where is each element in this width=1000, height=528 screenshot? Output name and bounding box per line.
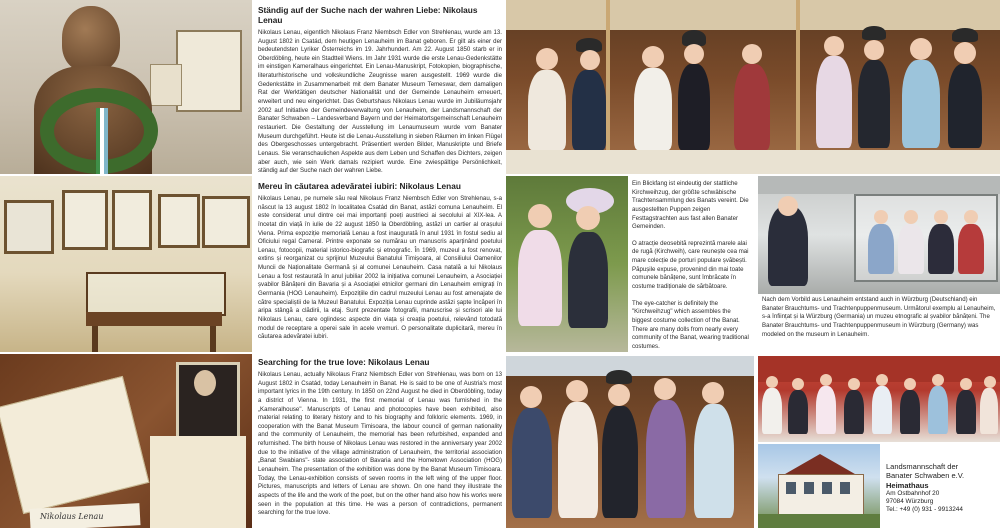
doll-text-romanian: O atracție deosebită reprezintă marele alai de rugă (Kirchweih), care reunește cea mai mare colecție de porturi populare șvăbești. Păpușile expuse, provenind din mai toate comunele bănățene, sunt îmbrăcate în costume tradiționale de sărbătoare. xyxy=(632,239,749,291)
exhibition-room-photo xyxy=(0,176,252,352)
english-section xyxy=(258,358,502,528)
org-line-3: Heimathaus xyxy=(886,480,929,490)
english-body: Nikolaus Lenau, actually Nikolaus Franz Niembsch Edler von Strehlenau, was born on 13 August 1802 in Csatád, today Lenauheim in Banat. He is said to be one of Austria's most important lyrics in the 19th century. In 1850 on 22nd August he died in Oberdöbling, today a district of Vienna. In 1931, the first memorial of Lenau was furnished in the „Kameralhouse". Manuscripts of Lenau and photocopies have been exhibited, also material relating to literary history and to his biography and folkloric elements. 1969, in cooperation with the Banat Museum Timisoara, the labour council of german nationality and the community of Lenauheim, the memorial has been refurbished, expanded and refurnished. The birth house of Nikolaus Lenau was restored in the anniversary year 2002 due to the initiative of the village administration of Lenauheim, the territorial association „Banat Swabians"- state association of Bavaria and the Hometown Association (HOG) Lenauheim. The presentation of the exhibition was done by the Banat Museum Timisoara. Today, the Lenau-exhibition consists of seven rooms in the left wing of the upper floor. Pictures, manuscripts and letters of Lenau are shown. On one hand they illustrate the aspects of the life and the work of the poet, but on the other hand also how his works were seen in the population at this time. He was a person of contradictions, permanent searching for the true love. xyxy=(258,370,502,517)
org-line-2: Banater Schwaben e.V. xyxy=(886,471,965,481)
wurzburg-caption-text: Nach dem Vorbild aus Lenauheim entstand auch in Würzburg (Deutschland) ein Banater Brauchtums- und Trachtenpuppenmuseum. Următorul exemplu al Lenauheim, s-a înființat și la Würzburg (Germania) un muzeu etnografic al șvabilor bănățeni. The Banater Brauchtums- und Trachtenpuppenmuseum in Würzburg (Germany) was modeled on the museum in Lenauheim. xyxy=(762,296,996,338)
doll-showcase-photo xyxy=(506,0,1000,174)
contact-phone: Tel.: +49 (0) 931 - 9913244 xyxy=(886,506,963,514)
doll-procession-photo xyxy=(758,356,1000,442)
heimathaus-photo xyxy=(758,444,880,528)
doll-text-german: Ein Blickfang ist eindeutig der stattliche Kirchweihzug, der größte schwäbische Trachtensammlung des Banats vereint. Die ausgestellten Puppen zeigen Festtagstrachten aus fast allen Banater Gemeinden. xyxy=(632,180,749,231)
english-heading: Searching for the true love: Nikolaus Lenau xyxy=(258,358,430,367)
doll-group-photo xyxy=(506,356,754,528)
lenau-bust-photo xyxy=(0,0,252,174)
wurzburg-caption xyxy=(762,296,998,354)
org-line-1: Landsmannschaft der xyxy=(886,462,959,471)
romanian-body: Nikolaus Lenau, pe numele său real Nikolaus Franz Niembsch Edler von Strehlenau, s-a născut la 13 august 1802 în localitatea Csatád din Banat, astăzi comuna Lenauheim. El este considerat unul dintre cei mai importanți poeți austrieci ai secolului al XIX-lea. A încetat din viață în iulie de 22 august 1850 la Oberdöbling, astăzi un cartier al orașului Viena. Prima expoziție memorială Lenau a fost inaugurată în anul 1931 în fostul sediu al Oficiului regal Cameral. Printre exponate se numărau un manuscris aparținând poetului Lenau, fotocopii, material istorico-biografic și etnografic. În 1969, muzeul a fost renovat, extins și reorganizat cu sprijinul Muzeului Banatului Timișoara, al Consiliului Oamenilor Muncii de Naționalitate Germană și al comunei Lenauheim. Casa natală a lui Nikolaus Lenau a fost restaurată în anul jubiliar 2002 la inițiativa comunei Lenauheim, a Asociației șvabilor Bănățeni din Bavaria și a Asociației etnicilor germani din Lenauheim emigrați în Germania (HOG Lenauheim). Expozițiile din cadrul muzeului Lenau au fost amenajate de către specialiștii de la Muzeul Banatului. Expoziția Lenau cuprinde astăzi șapte încăperi în aripa stângă a clădirii, la etaj. Sunt prezentate fotografii, manuscrise și scrisori ale lui Nikolaus Lenau, care oglindesc aspecte din viața și creația poetului, relevând totodată modul de receptare a operei sale în acele vremuri. O personalitate duplicitară, mereu în căutarea adevăratei iubiri. xyxy=(258,194,502,341)
german-section xyxy=(258,6,502,174)
book-handwriting-label: Nikolaus Lenau xyxy=(40,512,104,521)
wurzburg-showcase-photo xyxy=(758,176,1000,294)
doll-pair-photo xyxy=(506,176,628,352)
romanian-section xyxy=(258,182,502,350)
doll-text-column xyxy=(632,180,752,352)
doll-text-english: The eye-catcher is definitely the "Kirchweihzug" which assembles the biggest costume collection of the Banat. There are many dolls from nearly every community of the Banat, wearing traditional costumes. xyxy=(632,299,749,350)
romanian-heading: Mereu în căutarea adevăratei iubiri: Nikolaus Lenau xyxy=(258,182,461,191)
manuscript-book-photo xyxy=(0,354,252,528)
address-street: Am Ostbahnhof 20 xyxy=(886,490,940,498)
german-heading: Ständig auf der Suche nach der wahren Liebe: Nikolaus Lenau xyxy=(258,6,478,25)
german-body: Nikolaus Lenau, eigentlich Nikolaus Franz Niembsch Edler von Strehlenau, wurde am 13. August 1802 in Csatád, dem heutigen Lenauheim im Banat geboren. Er gilt als einer der bedeutendsten Lyriker Österreichs im 19. Jahrhundert. Am 22. August 1850 starb er in Oberdöbling, heute ein Stadtteil Wiens. Im Jahr 1931 wurde die erste Lenau-Gedenkstätte im einstigen Kameralhaus eingerichtet. Ein Lenau-Manuskript, Fotokopien, biographische, literaturhistorische und volkskundliche Zeugnisse waren ausgestellt. 1969 wurde die Gedenkstätte in Zusammenarbeit mit dem Banater Museum Temeswar, dem damaligen Rat der Werktätigen deutscher Nationalität und der Gemeinde Lenauheim erneuert, erweitert und neu eingerichtet. Das Geburtshaus Nikolaus Lenau wurde im Jubiläumsjahr 2002 auf Initiative der Gemeindeverwaltung von Lenauheim, der Landsmannschaft der Banater Schwaben – Landesverband Bayern und der Heimatortsgemeinschaft Lenauheim restauriert. Die Gestaltung der Ausstellung im Lenaumuseum wurde vom Banater Museum durchgeführt. Heute ist die Lenau-Ausstellung in sieben Räumen im linken Flügel des Obergeschosses untergebracht. Präsentiert werden Bilder, Manuskripte und Briefe Lenaus. Sie veranschaulichen Aspekte aus dem Leben und Schaffen des Dichters, zeigen aber auch, wie sein Werk damals rezipiert wurde. Eine zwiespältige Persönlichkeit, ständig auf der Suche nach der wahren Liebe. xyxy=(258,28,502,174)
address-city: 97084 Würzburg xyxy=(886,498,934,506)
contact-block xyxy=(886,462,998,528)
